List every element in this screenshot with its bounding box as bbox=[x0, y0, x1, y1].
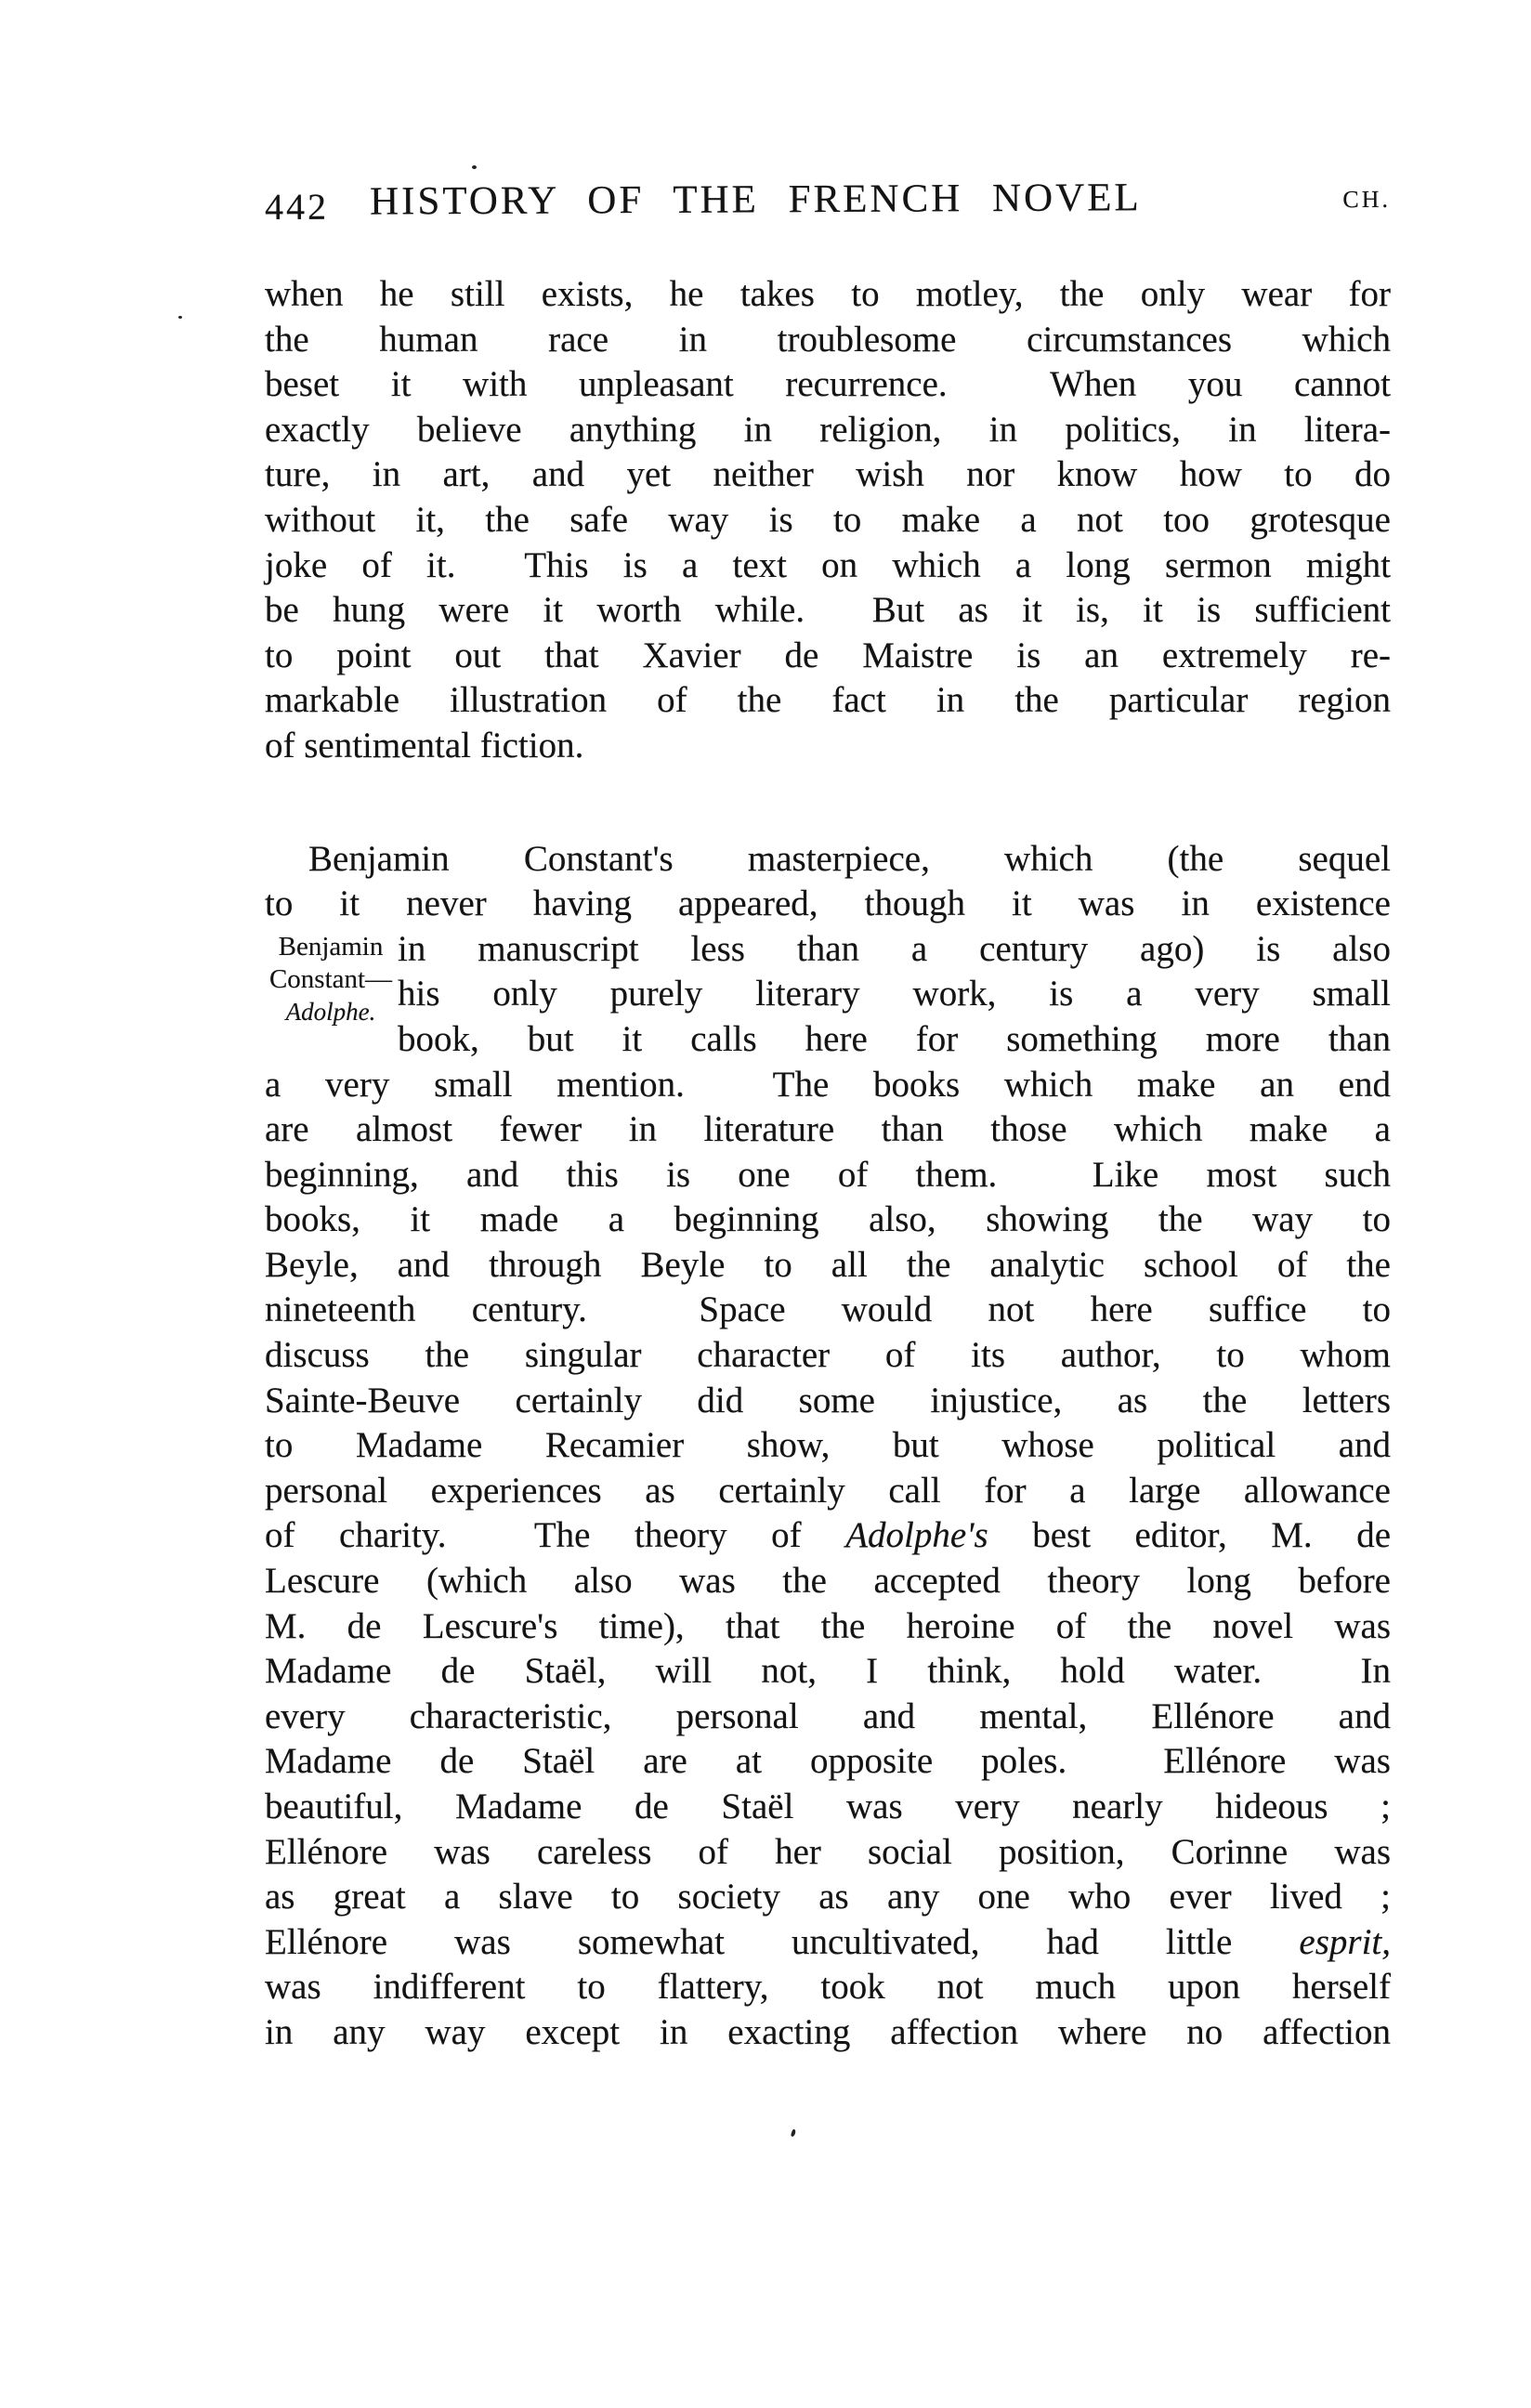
text-line: markable illustration of the fact in the particular region bbox=[265, 680, 1391, 721]
text-line: was indifferent to flattery, took not much upon herself bbox=[265, 1967, 1391, 2008]
italic-text: esprit, bbox=[1299, 1921, 1391, 1962]
page-number: 442 bbox=[264, 185, 330, 229]
text-line: beautiful, Madame de Staël was very nearly hideous ; bbox=[265, 1786, 1391, 1826]
text-line: personal experiences as certainly call for a large allowance bbox=[265, 1470, 1391, 1511]
paragraph-continued bbox=[265, 272, 1391, 769]
text-line: books, it made a beginning also, showing the way to bbox=[265, 1199, 1391, 1240]
text-line: when he still exists, he takes to motley, the only wear for bbox=[265, 274, 1391, 314]
text-line: book, but it calls here for something more than bbox=[398, 1018, 1391, 1059]
text-line: as great a slave to society as any one who ever lived ; bbox=[265, 1877, 1391, 1917]
text-line: every characteristic, personal and mental, Ellénore and bbox=[265, 1695, 1391, 1736]
text-line: Benjamin bbox=[278, 932, 384, 962]
text-line: Madame de Staël, will not, I think, hold water. In bbox=[265, 1651, 1391, 1692]
paragraph-benjamin-constant bbox=[265, 837, 1391, 2056]
text-line: exactly believe anything in religion, in politics, in litera- bbox=[265, 409, 1391, 450]
text-line: his only purely literary work, is a very small bbox=[398, 974, 1391, 1014]
text-line: discuss the singular character of its author, to whom bbox=[265, 1335, 1391, 1376]
scan-speck bbox=[178, 316, 182, 319]
text-line: of sentimental fiction. bbox=[265, 725, 584, 766]
margin-note bbox=[265, 931, 397, 1028]
text-line: be hung were it worth while. But as it is, it is sufficient bbox=[265, 590, 1391, 631]
text-line: beset it with unpleasant recurrence. When you cannot bbox=[265, 364, 1391, 405]
text-line: without it, the safe way is to make a not too grotesque bbox=[265, 499, 1391, 540]
text-line: in manuscript less than a century ago) is also bbox=[398, 928, 1391, 969]
italic-text: Adolphe's bbox=[845, 1515, 988, 1556]
text-line: M. de Lescure's time), that the heroine of the novel was bbox=[265, 1605, 1391, 1646]
page-header bbox=[264, 174, 1392, 229]
text-line: Ellénore was somewhat uncultivated, had little esprit, bbox=[265, 1921, 1391, 1962]
chapter-abbrev: CH. bbox=[1342, 185, 1392, 214]
text-line bbox=[265, 996, 397, 1028]
text-line: to Madame Recamier show, but whose political and bbox=[265, 1425, 1391, 1466]
text-line: joke of it. This is a text on which a long sermon might bbox=[265, 544, 1391, 585]
text-line: Sainte-Beuve certainly did some injustice, as the letters bbox=[265, 1380, 1391, 1420]
text-line: Madame de Staël are at opposite poles. Ellénore was bbox=[265, 1741, 1391, 1782]
text-line: in any way except in exacting affection where no affection bbox=[265, 2011, 1391, 2052]
text-line: Constant— bbox=[268, 964, 393, 994]
text-line: beginning, and this is one of them. Like most such bbox=[265, 1154, 1391, 1195]
text-line: to point out that Xavier de Maistre is an extremely re- bbox=[265, 635, 1391, 675]
text-line: Beyle, and through Beyle to all the analytic school of the bbox=[265, 1244, 1391, 1285]
scan-speck bbox=[472, 165, 477, 169]
scan-speck bbox=[791, 2129, 796, 2138]
text-line: the human race in troublesome circumstances which bbox=[265, 319, 1391, 360]
text-line: Lescure (which also was the accepted theory long before bbox=[265, 1561, 1391, 1602]
italic-text: Adolphe. bbox=[285, 998, 376, 1026]
text-line: of charity. The theory of Adolphe's best editor, M. de bbox=[265, 1515, 1392, 1556]
page-content bbox=[265, 177, 1391, 2056]
text-line: Benjamin Constant's masterpiece, which (the sequel bbox=[308, 838, 1391, 879]
text-line: Ellénore was careless of her social position, Corinne was bbox=[265, 1831, 1391, 1872]
text-line: nineteenth century. Space would not here suffice to bbox=[265, 1289, 1391, 1330]
text-line: a very small mention. The books which make an end bbox=[265, 1064, 1391, 1105]
text-line: ture, in art, and yet neither wish nor know how to do bbox=[265, 454, 1391, 495]
text-line: are almost fewer in literature than those which make a bbox=[265, 1109, 1391, 1150]
running-title: HISTORY OF THE FRENCH NOVEL bbox=[369, 176, 1142, 224]
text-line: to it never having appeared, though it was in existence bbox=[265, 883, 1391, 924]
